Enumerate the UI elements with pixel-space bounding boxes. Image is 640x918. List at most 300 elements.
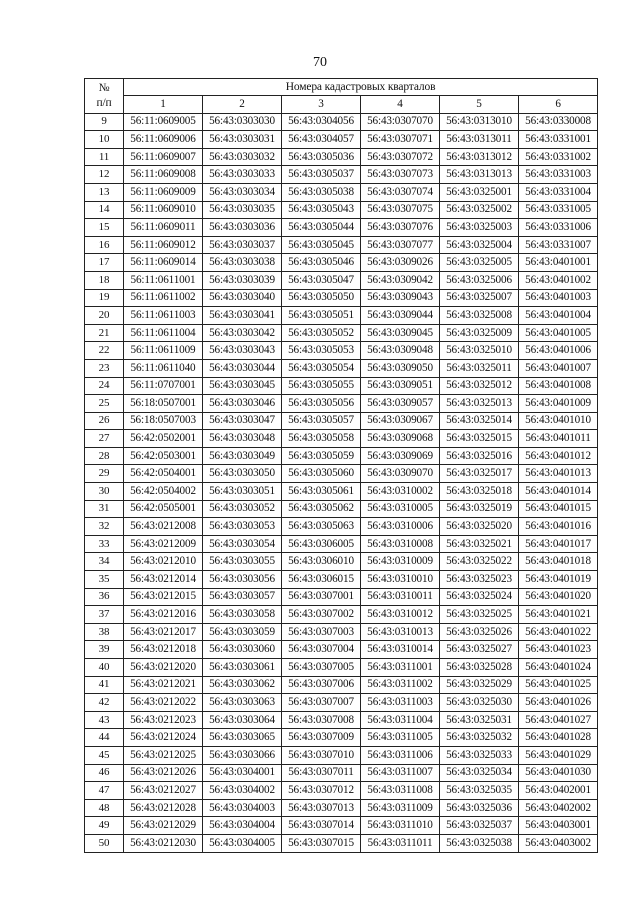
cadastral-number-cell: 56:43:0307074	[361, 183, 440, 201]
row-number: 45	[85, 746, 124, 764]
cadastral-number-cell: 56:43:0307077	[361, 236, 440, 254]
cadastral-number-cell: 56:43:0311005	[361, 729, 440, 747]
cadastral-number-cell: 56:43:0309051	[361, 377, 440, 395]
cadastral-number-cell: 56:43:0325017	[440, 465, 519, 483]
cadastral-number-cell: 56:11:0609006	[124, 131, 203, 149]
cadastral-number-cell: 56:43:0309045	[361, 324, 440, 342]
cadastral-number-cell: 56:43:0307002	[282, 606, 361, 624]
row-number: 34	[85, 553, 124, 571]
cadastral-number-cell: 56:43:0303042	[203, 324, 282, 342]
cadastral-number-cell: 56:43:0303055	[203, 553, 282, 571]
cadastral-number-cell: 56:11:0611004	[124, 324, 203, 342]
row-number: 23	[85, 359, 124, 377]
cadastral-number-cell: 56:43:0303062	[203, 676, 282, 694]
cadastral-number-cell: 56:43:0325008	[440, 307, 519, 325]
cadastral-number-cell: 56:11:0609010	[124, 201, 203, 219]
row-number: 42	[85, 694, 124, 712]
table-row	[85, 412, 598, 430]
cadastral-number-cell: 56:43:0401026	[519, 694, 598, 712]
cadastral-number-cell: 56:11:0611009	[124, 342, 203, 360]
cadastral-number-cell: 56:43:0310002	[361, 483, 440, 501]
cadastral-number-cell: 56:43:0305054	[282, 359, 361, 377]
cadastral-number-cell: 56:42:0502001	[124, 430, 203, 448]
table-row	[85, 236, 598, 254]
cadastral-number-cell: 56:43:0325032	[440, 729, 519, 747]
cadastral-number-cell: 56:11:0611003	[124, 307, 203, 325]
row-number: 24	[85, 377, 124, 395]
cadastral-number-cell: 56:43:0401022	[519, 623, 598, 641]
cadastral-number-cell: 56:43:0304005	[203, 834, 282, 852]
cadastral-number-cell: 56:43:0325007	[440, 289, 519, 307]
cadastral-number-cell: 56:43:0307008	[282, 711, 361, 729]
cadastral-number-cell: 56:43:0212008	[124, 518, 203, 536]
cadastral-number-cell: 56:43:0305058	[282, 430, 361, 448]
row-number: 27	[85, 430, 124, 448]
cadastral-number-cell: 56:43:0306005	[282, 535, 361, 553]
cadastral-number-cell: 56:43:0309026	[361, 254, 440, 272]
table-row	[85, 166, 598, 184]
row-number: 44	[85, 729, 124, 747]
cadastral-number-cell: 56:43:0401003	[519, 289, 598, 307]
row-number: 17	[85, 254, 124, 272]
cadastral-number-cell: 56:43:0401012	[519, 447, 598, 465]
table-row	[85, 799, 598, 817]
table-row	[85, 395, 598, 413]
cadastral-number-cell: 56:43:0309043	[361, 289, 440, 307]
cadastral-number-cell: 56:43:0306010	[282, 553, 361, 571]
cadastral-number-cell: 56:42:0504001	[124, 465, 203, 483]
cadastral-number-cell: 56:43:0401011	[519, 430, 598, 448]
table-row	[85, 271, 598, 289]
cadastral-number-cell: 56:43:0303041	[203, 307, 282, 325]
cadastral-number-cell: 56:43:0401002	[519, 271, 598, 289]
cadastral-number-cell: 56:43:0307070	[361, 113, 440, 131]
cadastral-number-cell: 56:43:0401004	[519, 307, 598, 325]
cadastral-number-cell: 56:43:0325034	[440, 764, 519, 782]
cadastral-number-cell: 56:43:0313011	[440, 131, 519, 149]
cadastral-number-cell: 56:43:0305050	[282, 289, 361, 307]
cadastral-number-cell: 56:43:0309042	[361, 271, 440, 289]
cadastral-number-cell: 56:43:0401008	[519, 377, 598, 395]
cadastral-number-cell: 56:43:0401020	[519, 588, 598, 606]
row-number: 12	[85, 166, 124, 184]
cadastral-number-cell: 56:43:0212029	[124, 817, 203, 835]
cadastral-number-cell: 56:43:0325037	[440, 817, 519, 835]
table-row	[85, 817, 598, 835]
cadastral-number-cell: 56:43:0303039	[203, 271, 282, 289]
cadastral-number-cell: 56:43:0309068	[361, 430, 440, 448]
row-number: 11	[85, 148, 124, 166]
cadastral-number-cell: 56:43:0212030	[124, 834, 203, 852]
cadastral-number-cell: 56:43:0403002	[519, 834, 598, 852]
cadastral-number-cell: 56:43:0305051	[282, 307, 361, 325]
cadastral-number-cell: 56:43:0304057	[282, 131, 361, 149]
cadastral-number-cell: 56:43:0303054	[203, 535, 282, 553]
cadastral-number-cell: 56:43:0304002	[203, 782, 282, 800]
cadastral-number-cell: 56:43:0307073	[361, 166, 440, 184]
cadastral-number-cell: 56:43:0307010	[282, 746, 361, 764]
cadastral-number-cell: 56:43:0307011	[282, 764, 361, 782]
cadastral-number-cell: 56:43:0303065	[203, 729, 282, 747]
cadastral-number-cell: 56:43:0303057	[203, 588, 282, 606]
row-number: 33	[85, 535, 124, 553]
cadastral-number-cell: 56:43:0331006	[519, 219, 598, 237]
table-row	[85, 729, 598, 747]
cadastral-number-cell: 56:43:0305060	[282, 465, 361, 483]
cadastral-number-cell: 56:43:0212016	[124, 606, 203, 624]
row-number: 43	[85, 711, 124, 729]
cadastral-number-cell: 56:43:0304004	[203, 817, 282, 835]
cadastral-number-cell: 56:43:0325018	[440, 483, 519, 501]
cadastral-number-cell: 56:43:0309069	[361, 447, 440, 465]
row-number-header	[85, 79, 124, 114]
row-number: 9	[85, 113, 124, 131]
table-row	[85, 307, 598, 325]
cadastral-number-cell: 56:43:0305057	[282, 412, 361, 430]
cadastral-number-cell: 56:43:0305063	[282, 518, 361, 536]
cadastral-number-cell: 56:43:0325015	[440, 430, 519, 448]
cadastral-number-cell: 56:43:0310009	[361, 553, 440, 571]
cadastral-number-cell: 56:43:0313010	[440, 113, 519, 131]
cadastral-number-cell: 56:43:0325025	[440, 606, 519, 624]
cadastral-number-cell: 56:43:0303045	[203, 377, 282, 395]
cadastral-number-cell: 56:43:0311006	[361, 746, 440, 764]
table-row	[85, 553, 598, 571]
cadastral-number-cell: 56:43:0305062	[282, 500, 361, 518]
cadastral-number-cell: 56:43:0325026	[440, 623, 519, 641]
table-row	[85, 430, 598, 448]
table-row	[85, 588, 598, 606]
cadastral-number-cell: 56:43:0310011	[361, 588, 440, 606]
table-row	[85, 183, 598, 201]
cadastral-number-cell: 56:43:0309048	[361, 342, 440, 360]
cadastral-number-cell: 56:18:0507003	[124, 412, 203, 430]
cadastral-number-cell: 56:43:0212023	[124, 711, 203, 729]
cadastral-number-cell: 56:43:0325010	[440, 342, 519, 360]
cadastral-number-cell: 56:43:0212015	[124, 588, 203, 606]
cadastral-number-cell: 56:43:0212020	[124, 659, 203, 677]
cadastral-number-cell: 56:43:0307006	[282, 676, 361, 694]
cadastral-number-cell: 56:43:0311010	[361, 817, 440, 835]
column-header: 5	[440, 96, 519, 114]
row-number: 48	[85, 799, 124, 817]
header-row-columns	[85, 96, 598, 114]
cadastral-number-cell: 56:43:0305059	[282, 447, 361, 465]
cadastral-number-cell: 56:43:0303063	[203, 694, 282, 712]
cadastral-number-cell: 56:42:0503001	[124, 447, 203, 465]
cadastral-number-cell: 56:43:0325030	[440, 694, 519, 712]
row-number: 50	[85, 834, 124, 852]
row-number: 28	[85, 447, 124, 465]
table-row	[85, 342, 598, 360]
row-number: 25	[85, 395, 124, 413]
cadastral-number-cell: 56:43:0311003	[361, 694, 440, 712]
row-number: 16	[85, 236, 124, 254]
cadastral-number-cell: 56:43:0307072	[361, 148, 440, 166]
table-row	[85, 782, 598, 800]
cadastral-number-cell: 56:43:0310005	[361, 500, 440, 518]
cadastral-number-cell: 56:43:0401009	[519, 395, 598, 413]
table-row	[85, 606, 598, 624]
cadastral-number-cell: 56:43:0325024	[440, 588, 519, 606]
row-number: 30	[85, 483, 124, 501]
row-number: 41	[85, 676, 124, 694]
table-body	[85, 113, 598, 852]
table-row	[85, 659, 598, 677]
cadastral-number-cell: 56:43:0325014	[440, 412, 519, 430]
row-number: 46	[85, 764, 124, 782]
table-row	[85, 289, 598, 307]
cadastral-number-cell: 56:43:0212026	[124, 764, 203, 782]
row-number: 32	[85, 518, 124, 536]
cadastral-number-cell: 56:43:0307075	[361, 201, 440, 219]
cadastral-number-cell: 56:43:0305043	[282, 201, 361, 219]
cadastral-number-cell: 56:43:0325006	[440, 271, 519, 289]
table-row	[85, 518, 598, 536]
cadastral-number-cell: 56:43:0303051	[203, 483, 282, 501]
cadastral-number-cell: 56:43:0303044	[203, 359, 282, 377]
cadastral-number-cell: 56:43:0313012	[440, 148, 519, 166]
cadastral-number-cell: 56:43:0311008	[361, 782, 440, 800]
cadastral-number-cell: 56:43:0307015	[282, 834, 361, 852]
cadastral-number-cell: 56:43:0307071	[361, 131, 440, 149]
cadastral-number-cell: 56:43:0310008	[361, 535, 440, 553]
table-row	[85, 483, 598, 501]
cadastral-number-cell: 56:43:0303034	[203, 183, 282, 201]
cadastral-number-cell: 56:43:0403001	[519, 817, 598, 835]
cadastral-number-cell: 56:43:0303035	[203, 201, 282, 219]
row-number: 29	[85, 465, 124, 483]
cadastral-number-cell: 56:43:0401025	[519, 676, 598, 694]
cadastral-number-cell: 56:43:0307001	[282, 588, 361, 606]
table-row	[85, 324, 598, 342]
cadastral-number-cell: 56:43:0325031	[440, 711, 519, 729]
cadastral-number-cell: 56:43:0401018	[519, 553, 598, 571]
cadastral-number-cell: 56:43:0305061	[282, 483, 361, 501]
cadastral-number-cell: 56:43:0325033	[440, 746, 519, 764]
cadastral-number-cell: 56:43:0325016	[440, 447, 519, 465]
cadastral-number-cell: 56:11:0609007	[124, 148, 203, 166]
cadastral-number-cell: 56:43:0303037	[203, 236, 282, 254]
cadastral-number-cell: 56:43:0401029	[519, 746, 598, 764]
cadastral-number-cell: 56:43:0325029	[440, 676, 519, 694]
cadastral-number-cell: 56:43:0303043	[203, 342, 282, 360]
cadastral-number-cell: 56:43:0311002	[361, 676, 440, 694]
cadastral-number-cell: 56:43:0311007	[361, 764, 440, 782]
cadastral-number-cell: 56:43:0307012	[282, 782, 361, 800]
cadastral-number-cell: 56:43:0305037	[282, 166, 361, 184]
cadastral-number-cell: 56:43:0310006	[361, 518, 440, 536]
cadastral-number-cell: 56:11:0611040	[124, 359, 203, 377]
row-number: 21	[85, 324, 124, 342]
cadastral-number-cell: 56:43:0303032	[203, 148, 282, 166]
table-row	[85, 694, 598, 712]
cadastral-number-cell: 56:11:0611001	[124, 271, 203, 289]
cadastral-number-cell: 56:43:0212014	[124, 571, 203, 589]
table-row	[85, 359, 598, 377]
row-number: 14	[85, 201, 124, 219]
cadastral-number-cell: 56:43:0401001	[519, 254, 598, 272]
cadastral-number-cell: 56:43:0330008	[519, 113, 598, 131]
row-number: 15	[85, 219, 124, 237]
column-header: 4	[361, 96, 440, 114]
table-row	[85, 219, 598, 237]
number-symbol: №	[98, 81, 110, 94]
cadastral-number-cell: 56:43:0401006	[519, 342, 598, 360]
cadastral-number-cell: 56:43:0303053	[203, 518, 282, 536]
cadastral-number-cell: 56:43:0325012	[440, 377, 519, 395]
cadastral-number-cell: 56:43:0303058	[203, 606, 282, 624]
row-number: 18	[85, 271, 124, 289]
table-row	[85, 201, 598, 219]
table-row	[85, 834, 598, 852]
cadastral-number-cell: 56:43:0212022	[124, 694, 203, 712]
cadastral-number-cell: 56:43:0303060	[203, 641, 282, 659]
cadastral-number-cell: 56:43:0305056	[282, 395, 361, 413]
table-row	[85, 500, 598, 518]
table-row	[85, 746, 598, 764]
cadastral-number-cell: 56:43:0303064	[203, 711, 282, 729]
cadastral-number-cell: 56:43:0325013	[440, 395, 519, 413]
cadastral-number-cell: 56:43:0310010	[361, 571, 440, 589]
cadastral-number-cell: 56:43:0401024	[519, 659, 598, 677]
cadastral-number-cell: 56:43:0307009	[282, 729, 361, 747]
cadastral-number-cell: 56:43:0401028	[519, 729, 598, 747]
cadastral-number-cell: 56:43:0307007	[282, 694, 361, 712]
cadastral-number-cell: 56:43:0325002	[440, 201, 519, 219]
cadastral-number-cell: 56:43:0401007	[519, 359, 598, 377]
cadastral-number-cell: 56:43:0303036	[203, 219, 282, 237]
cadastral-number-cell: 56:43:0212025	[124, 746, 203, 764]
table-row	[85, 131, 598, 149]
cadastral-number-cell: 56:43:0310012	[361, 606, 440, 624]
table-row	[85, 447, 598, 465]
table-row	[85, 535, 598, 553]
cadastral-number-cell: 56:11:0609005	[124, 113, 203, 131]
cadastral-number-cell: 56:43:0402002	[519, 799, 598, 817]
cadastral-number-cell: 56:43:0325022	[440, 553, 519, 571]
cadastral-number-cell: 56:43:0325021	[440, 535, 519, 553]
cadastral-number-cell: 56:43:0325001	[440, 183, 519, 201]
cadastral-number-cell: 56:43:0303038	[203, 254, 282, 272]
cadastral-number-cell: 56:43:0212024	[124, 729, 203, 747]
cadastral-number-cell: 56:43:0309057	[361, 395, 440, 413]
cadastral-number-cell: 56:43:0402001	[519, 782, 598, 800]
cadastral-number-cell: 56:43:0305052	[282, 324, 361, 342]
cadastral-number-cell: 56:43:0325020	[440, 518, 519, 536]
cadastral-number-cell: 56:43:0325019	[440, 500, 519, 518]
row-number: 40	[85, 659, 124, 677]
page-number: 70	[313, 55, 327, 70]
row-number: 20	[85, 307, 124, 325]
column-header: 3	[282, 96, 361, 114]
cadastral-number-cell: 56:43:0303050	[203, 465, 282, 483]
cadastral-number-cell: 56:43:0212028	[124, 799, 203, 817]
cadastral-number-cell: 56:43:0401027	[519, 711, 598, 729]
cadastral-number-cell: 56:43:0303031	[203, 131, 282, 149]
cadastral-number-cell: 56:43:0331003	[519, 166, 598, 184]
cadastral-number-cell: 56:43:0307076	[361, 219, 440, 237]
cadastral-number-cell: 56:43:0310013	[361, 623, 440, 641]
cadastral-number-cell: 56:43:0331001	[519, 131, 598, 149]
cadastral-number-cell: 56:43:0313013	[440, 166, 519, 184]
cadastral-number-cell: 56:11:0609008	[124, 166, 203, 184]
cadastral-number-cell: 56:43:0307005	[282, 659, 361, 677]
cadastral-number-cell: 56:43:0325005	[440, 254, 519, 272]
table-row	[85, 148, 598, 166]
row-number: 10	[85, 131, 124, 149]
cadastral-number-cell: 56:43:0212017	[124, 623, 203, 641]
column-header: 2	[203, 96, 282, 114]
cadastral-number-cell: 56:43:0311009	[361, 799, 440, 817]
cadastral-number-cell: 56:11:0611002	[124, 289, 203, 307]
cadastral-number-cell: 56:11:0609011	[124, 219, 203, 237]
cadastral-number-cell: 56:43:0303046	[203, 395, 282, 413]
table-row	[85, 465, 598, 483]
cadastral-number-cell: 56:43:0305036	[282, 148, 361, 166]
cadastral-number-cell: 56:43:0401015	[519, 500, 598, 518]
number-label: п/п	[96, 96, 112, 109]
column-header: 6	[519, 96, 598, 114]
row-number: 38	[85, 623, 124, 641]
cadastral-number-cell: 56:43:0309050	[361, 359, 440, 377]
cadastral-number-cell: 56:43:0303030	[203, 113, 282, 131]
cadastral-number-cell: 56:43:0325038	[440, 834, 519, 852]
table-row	[85, 764, 598, 782]
cadastral-number-cell: 56:43:0331007	[519, 236, 598, 254]
cadastral-number-cell: 56:43:0401010	[519, 412, 598, 430]
cadastral-number-cell: 56:43:0212018	[124, 641, 203, 659]
cadastral-number-cell: 56:43:0309067	[361, 412, 440, 430]
cadastral-number-cell: 56:43:0331005	[519, 201, 598, 219]
cadastral-number-cell: 56:43:0401030	[519, 764, 598, 782]
cadastral-number-cell: 56:43:0305044	[282, 219, 361, 237]
table-row	[85, 113, 598, 131]
cadastral-number-cell: 56:43:0309044	[361, 307, 440, 325]
cadastral-number-cell: 56:18:0507001	[124, 395, 203, 413]
row-number: 19	[85, 289, 124, 307]
row-number: 22	[85, 342, 124, 360]
cadastral-number-cell: 56:43:0303049	[203, 447, 282, 465]
cadastral-number-cell: 56:43:0311004	[361, 711, 440, 729]
cadastral-number-cell: 56:43:0325023	[440, 571, 519, 589]
cadastral-number-cell: 56:43:0303059	[203, 623, 282, 641]
table-row	[85, 254, 598, 272]
cadastral-number-cell: 56:11:0609009	[124, 183, 203, 201]
cadastral-number-cell: 56:43:0212027	[124, 782, 203, 800]
cadastral-number-cell: 56:43:0401017	[519, 535, 598, 553]
cadastral-number-cell: 56:43:0305055	[282, 377, 361, 395]
cadastral-number-cell: 56:43:0325004	[440, 236, 519, 254]
cadastral-number-cell: 56:43:0303066	[203, 746, 282, 764]
cadastral-number-cell: 56:43:0401023	[519, 641, 598, 659]
table-row	[85, 571, 598, 589]
cadastral-number-cell: 56:43:0305053	[282, 342, 361, 360]
cadastral-number-cell: 56:43:0212021	[124, 676, 203, 694]
cadastral-number-cell: 56:43:0303047	[203, 412, 282, 430]
group-header-title: Номера кадастровых кварталов	[124, 79, 598, 96]
cadastral-number-cell: 56:43:0325036	[440, 799, 519, 817]
table-row	[85, 676, 598, 694]
cadastral-number-cell: 56:43:0304001	[203, 764, 282, 782]
cadastral-number-cell: 56:43:0309070	[361, 465, 440, 483]
cadastral-number-cell: 56:43:0401016	[519, 518, 598, 536]
table-row	[85, 377, 598, 395]
header-row-group	[85, 79, 598, 96]
cadastral-number-cell: 56:43:0325003	[440, 219, 519, 237]
cadastral-number-cell: 56:43:0305046	[282, 254, 361, 272]
column-header: 1	[124, 96, 203, 114]
